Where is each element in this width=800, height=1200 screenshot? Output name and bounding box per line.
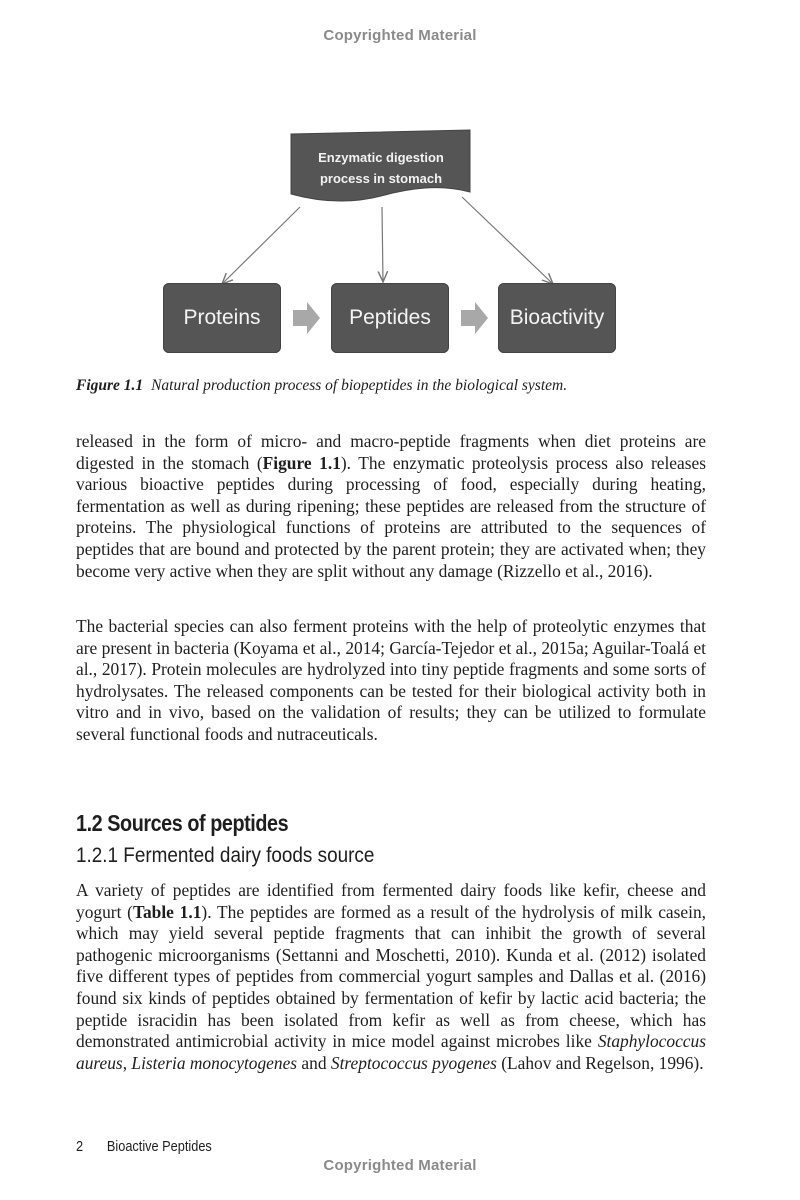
figure-reference-link[interactable]: Figure 1.1 bbox=[262, 452, 341, 473]
copyright-footer: Copyrighted Material bbox=[323, 1157, 477, 1174]
figure-1-1 bbox=[0, 120, 800, 370]
page-footer bbox=[76, 1138, 212, 1155]
arrow-to-peptides bbox=[382, 207, 383, 282]
para3-text-b: ). The peptides are formed as a result of the hydrolysis of milk casein, which may yield several peptide fragments that can inhibit the growth of several pathogenic microorganisms (Settanni and Moschetti, 2010). Kunda et al. (2012) isolated five different types of peptides from commercial yogurt samples and Dallas et al. (2016) found six kinds of peptides obtained by fermentation of kefir by lactic acid bacteria; the peptide isracidin has been isolated from kefir as well as from cheese, which has demonstrated antimicrobial activity in mice model against microbes like bbox=[76, 901, 706, 1052]
arrow-to-bioactivity bbox=[462, 197, 553, 284]
species-name-2: Listeria monocytogenes bbox=[131, 1052, 298, 1073]
paragraph-2: The bacterial species can also ferment proteins with the help of proteolytic enzymes that are present in bacteria (Koyama et al., 2014; García-Tejedor et al., 2015a; Aguilar-Toalá et al., 2017). Protein molecules are hydrolyzed into tiny peptide fragments and some sorts of hydrolysates. The released components can be tested for their biological activity both in vitro and in vivo, based on the validation of results; they can be utilized to formulate several functional foods and nutraceuticals. bbox=[76, 616, 706, 744]
block-arrow-2 bbox=[461, 302, 488, 334]
para3-text-d: and bbox=[297, 1052, 331, 1073]
caption-text: Natural production process of biopeptides in the biological system. bbox=[151, 377, 568, 394]
paragraph-3 bbox=[76, 880, 706, 1074]
book-title: Bioactive Peptides bbox=[106, 1138, 212, 1155]
proteins-box: Proteins bbox=[163, 283, 281, 353]
species-name-1: Staphylococcus aureus bbox=[76, 1031, 706, 1073]
para3-text-c: , bbox=[122, 1052, 132, 1073]
bioactivity-box: Bioactivity bbox=[498, 283, 616, 353]
para1-text-b: ). The enzymatic proteolysis process also releases various bioactive peptides during processing of food, especially during heating, fermentation as well as during ripening; these peptides are released from the structure of proteins. The physiological functions of proteins are attributed to the sequences of peptides that are bound and protected by the parent protein; they are activated when; they become very active when they are split without any damage (Rizzello et al., 2016). bbox=[76, 452, 706, 581]
peptides-box: Peptides bbox=[331, 283, 449, 353]
para3-text-e: (Lahov and Regelson, 1996). bbox=[496, 1052, 704, 1073]
banner-label bbox=[292, 147, 470, 189]
arrow-to-proteins bbox=[222, 207, 300, 284]
banner-line-1: Enzymatic digestion bbox=[318, 150, 444, 165]
caption-label: Figure 1.1 bbox=[76, 377, 144, 394]
paragraph-1 bbox=[76, 431, 706, 582]
page-number: 2 bbox=[76, 1138, 84, 1155]
copyright-header: Copyrighted Material bbox=[323, 27, 477, 44]
para3-text-a: A variety of peptides are identified from fermented dairy foods like kefir, cheese and yogurt ( bbox=[76, 880, 706, 922]
figure-caption bbox=[76, 377, 726, 395]
subsection-heading: 1.2.1 Fermented dairy foods source bbox=[76, 844, 375, 867]
section-heading: 1.2 Sources of peptides bbox=[76, 810, 289, 836]
species-name-3: Streptococcus pyogenes bbox=[330, 1052, 497, 1073]
banner-line-2: process in stomach bbox=[319, 171, 443, 186]
para1-text-a: released in the form of micro- and macro-peptide fragments when diet proteins are digested in the stomach ( bbox=[76, 431, 706, 473]
table-reference-link[interactable]: Table 1.1 bbox=[132, 901, 202, 922]
block-arrow-1 bbox=[293, 302, 320, 334]
